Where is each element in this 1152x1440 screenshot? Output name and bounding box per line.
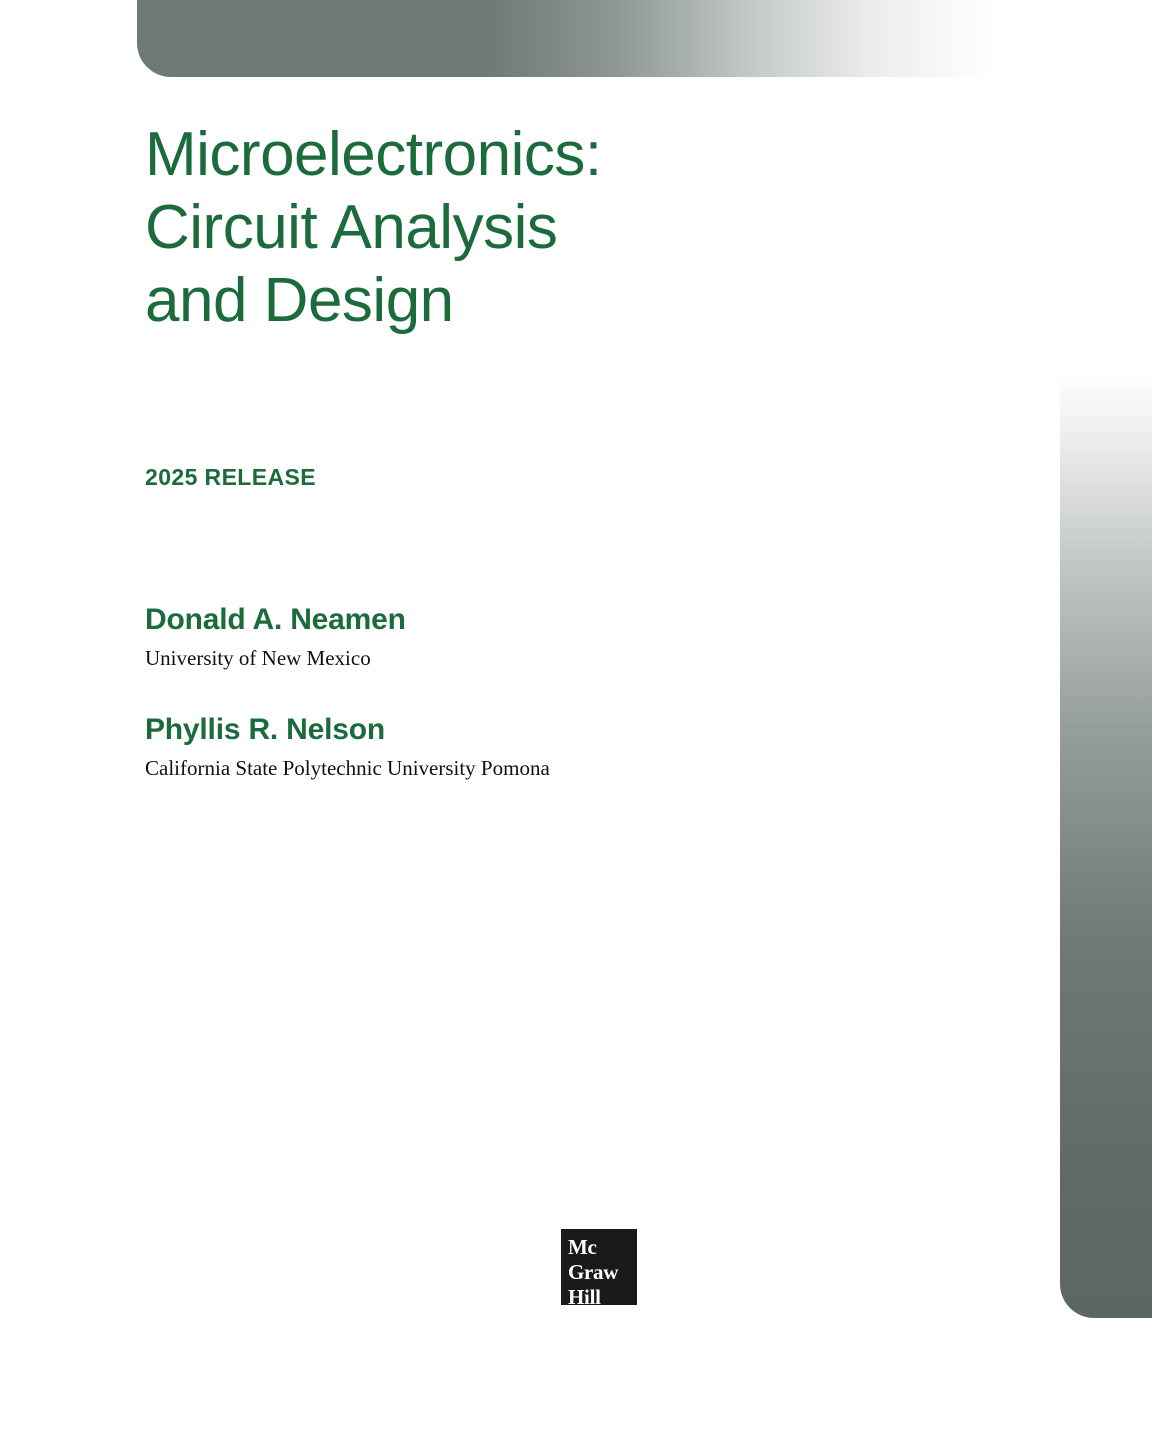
mcgraw-hill-logo <box>561 1229 637 1309</box>
author-name: Donald A. Neamen <box>145 603 406 637</box>
author-affiliation: University of New Mexico <box>145 646 371 671</box>
author-name: Phyllis R. Nelson <box>145 713 385 747</box>
title-line-3: and Design <box>145 266 454 336</box>
logo-line-1: Mc <box>568 1235 597 1259</box>
author-entry <box>145 671 1005 781</box>
right-decorative-band <box>1060 374 1152 1318</box>
title-line-2: Circuit Analysis <box>145 193 558 263</box>
page-title <box>145 0 1005 337</box>
release-label: 2025 RELEASE <box>145 464 316 491</box>
title-page-content <box>145 0 1005 781</box>
author-entry <box>145 603 1005 671</box>
title-line-1: Microelectronics: <box>145 120 602 189</box>
logo-line-3: Hill <box>568 1284 601 1309</box>
authors-list <box>145 491 1005 781</box>
logo-line-2: Graw <box>568 1259 619 1284</box>
author-affiliation: California State Polytechnic University Pomona <box>145 756 550 781</box>
